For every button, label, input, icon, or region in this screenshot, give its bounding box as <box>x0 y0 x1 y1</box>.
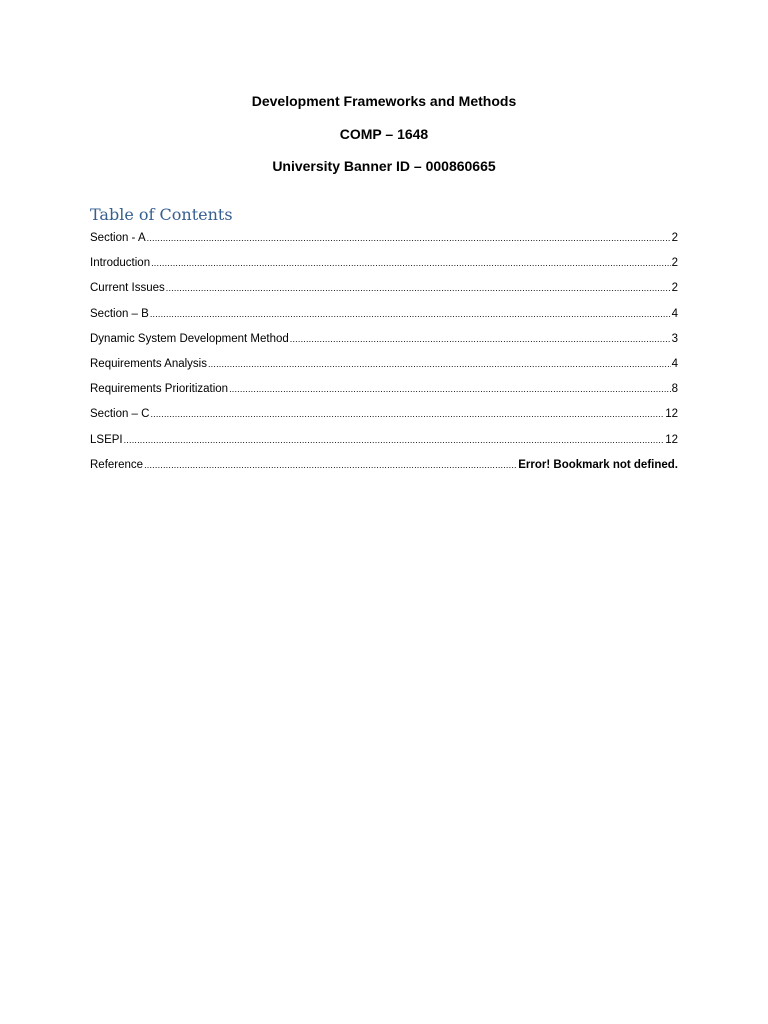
course-code: COMP – 1648 <box>339 126 429 142</box>
toc-entry[interactable] <box>90 330 678 355</box>
toc-entry-page: 4 <box>671 307 678 320</box>
toc-dot-leader <box>151 254 670 272</box>
toc-dot-leader <box>150 405 664 423</box>
toc-heading: Table of Contents <box>90 205 233 224</box>
toc-entry-page: 2 <box>671 257 678 270</box>
toc-entry-page: 3 <box>671 332 678 345</box>
toc-entry-page: 4 <box>671 357 678 370</box>
toc-entry-title: Introduction <box>90 257 151 270</box>
toc-entry-page: 2 <box>671 232 678 244</box>
toc-entry-page: 12 <box>665 433 678 446</box>
toc-dot-leader <box>124 431 665 449</box>
toc-dot-leader <box>290 330 671 348</box>
toc-entry-title: Section - A <box>90 232 146 244</box>
toc-entry-page: 2 <box>671 282 678 295</box>
toc-entry[interactable] <box>90 305 678 330</box>
toc-entry-title: Current Issues <box>90 282 165 295</box>
toc-entry-title: Dynamic System Development Method <box>90 332 289 345</box>
toc-entry-page: 8 <box>671 383 678 396</box>
toc-dot-leader <box>147 229 671 247</box>
toc-entry-title: LSEPI <box>90 433 123 446</box>
toc-dot-leader <box>150 305 671 323</box>
toc-entry-title: Reference <box>90 458 144 471</box>
toc-entry[interactable] <box>90 456 678 481</box>
toc-entry-page-error: Error! Bookmark not defined. <box>518 458 678 471</box>
toc-entry-title: Section – B <box>90 307 149 320</box>
toc-entry[interactable] <box>90 431 678 456</box>
toc-entry-page: 12 <box>665 408 678 421</box>
toc-entry[interactable] <box>90 405 678 430</box>
toc-entry[interactable] <box>90 380 678 405</box>
toc-dot-leader <box>144 456 517 474</box>
course-title: Development Frameworks and Methods <box>251 93 517 109</box>
table-of-contents <box>90 229 678 481</box>
toc-entry-title: Section – C <box>90 408 150 421</box>
toc-dot-leader <box>208 355 671 373</box>
toc-entry[interactable] <box>90 229 678 254</box>
banner-id: University Banner ID – 000860665 <box>272 158 496 174</box>
toc-entry[interactable] <box>90 254 678 279</box>
toc-entry-title: Requirements Prioritization <box>90 383 229 396</box>
toc-entry-title: Requirements Analysis <box>90 357 207 370</box>
toc-entry[interactable] <box>90 355 678 380</box>
toc-dot-leader <box>229 380 671 398</box>
toc-entry[interactable] <box>90 279 678 304</box>
toc-dot-leader <box>166 279 671 297</box>
